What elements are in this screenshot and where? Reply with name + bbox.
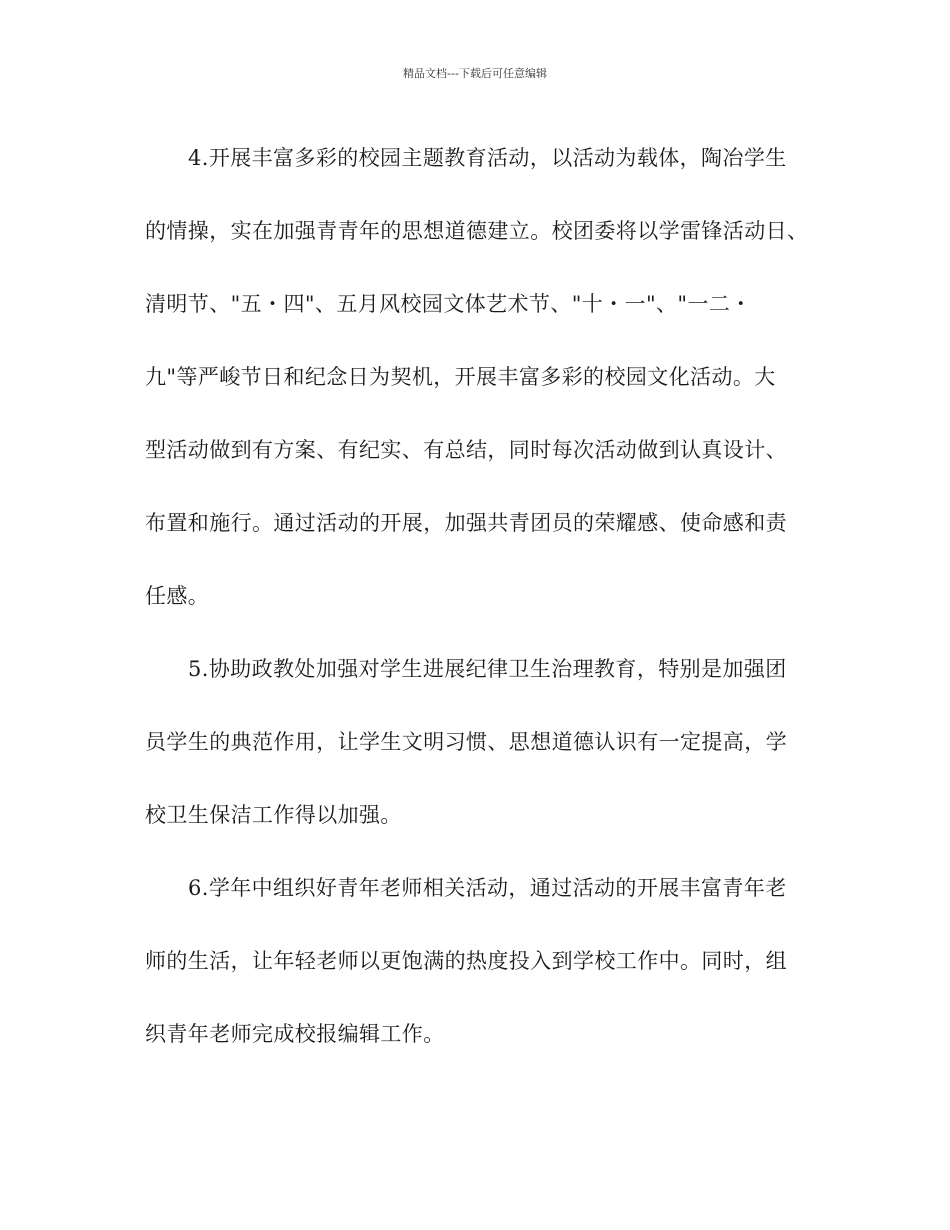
paragraph-line: 任感。 xyxy=(145,584,210,608)
paragraph-line: 4.开展丰富多彩的校园主题教育活动，以活动为载体，陶冶学生 xyxy=(188,146,787,170)
paragraph-5 xyxy=(145,636,835,855)
paragraph-line: 的情操，实在加强青青年的思想道德建立。校团委将以学雷锋活动日、 xyxy=(145,219,809,243)
paragraph-line: 员学生的典范作用，让学生文明习惯、思想道德认识有一定提高，学 xyxy=(145,730,787,754)
paragraph-line: 校卫生保洁工作得以加强。 xyxy=(145,803,402,827)
paragraph-4 xyxy=(145,125,835,636)
paragraph-line: 清明节、"五・四"、五月风校园文体艺术节、"十・一"、"一二・ xyxy=(145,292,752,316)
paragraph-line: 九"等严峻节日和纪念日为契机，开展丰富多彩的校园文化活动。大 xyxy=(145,365,776,389)
document-body xyxy=(145,125,835,1074)
paragraph-line: 6.学年中组织好青年老师相关活动，通过活动的开展丰富青年老 xyxy=(188,876,787,900)
paragraph-6 xyxy=(145,855,835,1074)
paragraph-line: 织青年老师完成校报编辑工作。 xyxy=(145,1022,445,1046)
paragraph-line: 布置和施行。通过活动的开展，加强共青团员的荣耀感、使命感和责 xyxy=(145,511,787,535)
paragraph-line: 师的生活，让年轻老师以更饱满的热度投入到学校工作中。同时，组 xyxy=(145,949,787,973)
paragraph-line: 型活动做到有方案、有纪实、有总结，同时每次活动做到认真设计、 xyxy=(145,438,787,462)
paragraph-line: 5.协助政教处加强对学生进展纪律卫生治理教育，特别是加强团 xyxy=(188,657,787,681)
page-header: 精品文档---下载后可任意编辑 xyxy=(403,67,547,80)
